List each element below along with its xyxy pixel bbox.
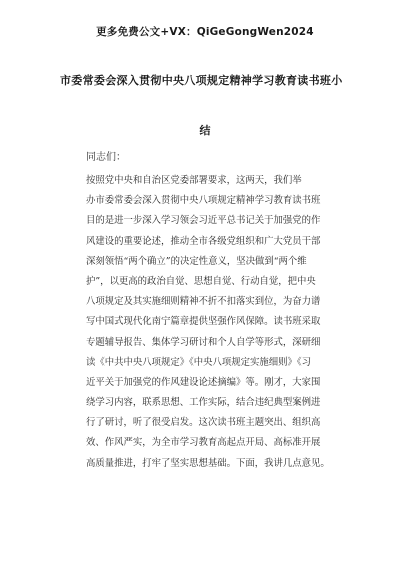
document-title-continuation: 结: [199, 124, 211, 137]
body-line: 办市委常委会深入贯彻中央八项规定精神学习教育读书班: [86, 195, 321, 207]
body-line: 目的是进一步深入学习领会习近平总书记关于加强党的作: [86, 215, 321, 227]
body-line: 八项规定及其实施细则精神不折不扣落实到位，为奋力谱: [86, 296, 321, 308]
body-line: 绕学习内容，联系思想、工作实际，结合违纪典型案例进: [86, 397, 321, 409]
body-line: 深刻领悟“两个确立”的决定性意义，坚决做到“两个维: [86, 255, 307, 267]
greeting: 同志们：: [86, 152, 126, 163]
body-line: 近平关于加强党的作风建设论述摘编》等。刚才，大家围: [86, 376, 321, 388]
body-line: 护”，以更高的政治自觉、思想自觉、行动自觉，把中央: [86, 275, 316, 287]
body-line: 读《中共中央八项规定》《中央八项规定实施细则》《习: [86, 356, 311, 368]
body-line: 风建设的重要论述，推动全市各级党组织和广大党员干部: [86, 235, 321, 247]
body-line: 行了研讨，听了很受启发。这次读书班主题突出、组织高: [86, 417, 321, 429]
body-paragraph: [86, 171, 354, 474]
body-line: 写中国式现代化南宁篇章提供坚强作风保障。读书班采取: [86, 316, 321, 328]
body-line: 效、作风严实，为全市学习教育高起点开局、高标准开展: [86, 437, 321, 449]
body-line: 专题辅导报告、集体学习研讨和个人自学等形式，深研细: [86, 336, 321, 348]
body-line: 按照党中央和自治区党委部署要求，这两天，我们举: [86, 175, 302, 186]
page-header: 更多免费公文+VX：QiGeGongWen2024: [96, 26, 314, 38]
body-line: 高质量推进，打牢了坚实思想基础。下面，我讲几点意见。: [86, 457, 330, 469]
document-title: 市委常委会深入贯彻中央八项规定精神学习教育读书班小: [60, 74, 343, 87]
